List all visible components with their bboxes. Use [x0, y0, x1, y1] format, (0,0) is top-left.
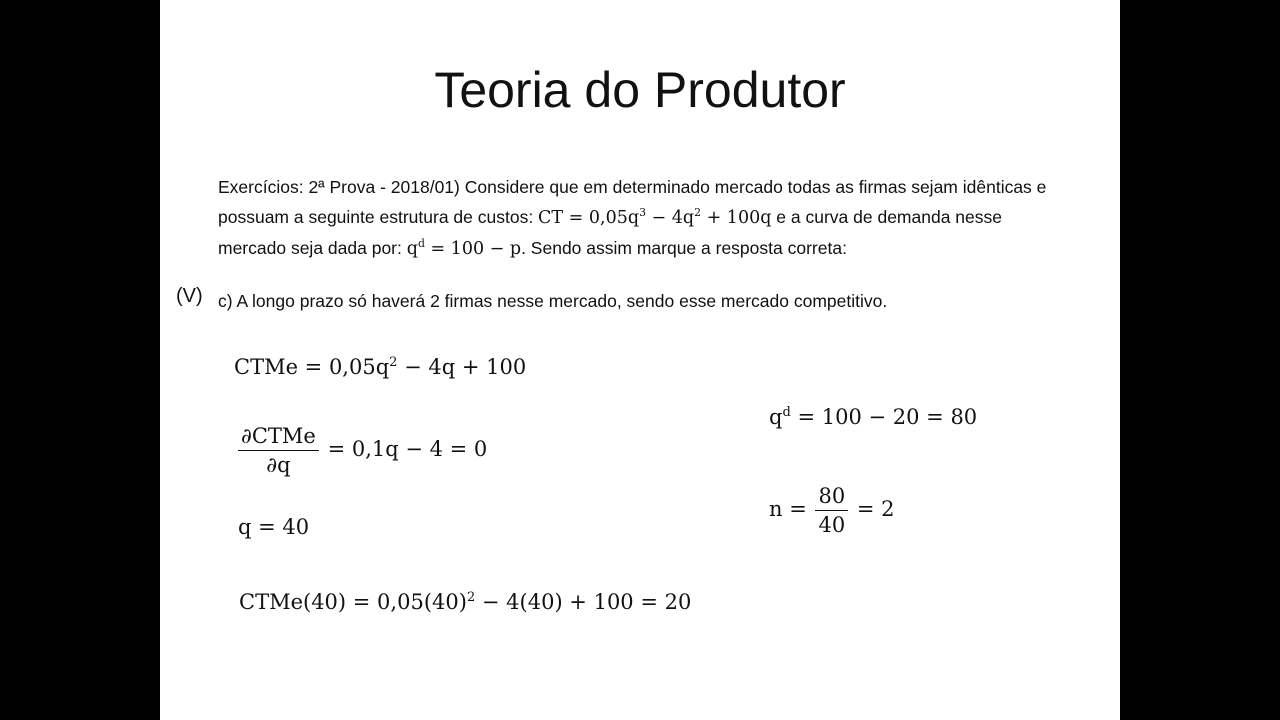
equation-q: q = 40	[238, 515, 310, 539]
cost-exponent-3: 3	[639, 206, 646, 219]
problem-intro: Exercícios: 2ª Prova - 2018/01) Considere que em determinado mercado todas as firmas sejam idênticas e possuam a seguinte estrutura de custos:	[218, 177, 1047, 227]
ctme40-rhs: − 4(40) + 100 = 20	[475, 590, 692, 614]
ctme40-exponent: 2	[466, 590, 476, 605]
demand-base: q	[406, 238, 418, 259]
option-c: c) A longo prazo só haverá 2 firmas nesse mercado, sendo esse mercado competitivo.	[218, 291, 888, 311]
n-denominator: 40	[818, 513, 846, 537]
equation-n	[769, 484, 895, 537]
derivative-denominator: ∂q	[266, 453, 291, 477]
equation-ctme	[234, 355, 526, 379]
qd-exponent: d	[782, 405, 791, 420]
true-marker: (V)	[176, 285, 203, 307]
qd-base: q	[769, 405, 783, 429]
ctme-exponent: 2	[389, 355, 398, 370]
slide-title: Teoria do Produtor	[434, 62, 846, 118]
demand-function	[406, 236, 522, 259]
equation-qd	[769, 405, 977, 429]
problem-statement	[218, 174, 1058, 262]
problem-mid: e a curva de demanda nesse mercado seja dada por:	[218, 206, 1002, 258]
ctme-lhs: CTMe = 0,05q	[234, 355, 390, 379]
cost-end: + 100q	[701, 207, 772, 228]
n-lhs: n =	[769, 497, 807, 521]
ctme-rhs: − 4q + 100	[397, 355, 527, 379]
problem-outro: . Sendo assim marque a resposta correta:	[521, 237, 847, 258]
cost-function	[538, 208, 771, 228]
n-rhs: = 2	[856, 497, 895, 521]
demand-exponent: d	[417, 236, 425, 250]
equation-ctme-40	[239, 590, 691, 614]
n-numerator: 80	[815, 484, 848, 511]
cost-lhs: CT = 0,05q	[538, 207, 640, 228]
cost-middle: − 4q	[645, 207, 695, 228]
demand-rhs: = 100 − p	[424, 238, 522, 259]
n-fraction	[815, 484, 848, 537]
slide	[160, 0, 1120, 720]
ctme40-lhs: CTMe(40) = 0,05(40)	[239, 590, 467, 614]
derivative-rhs: = 0,1q − 4 = 0	[327, 437, 488, 461]
cost-exponent-2: 2	[694, 206, 702, 219]
equation-derivative	[236, 424, 487, 477]
qd-rhs: = 100 − 20 = 80	[790, 405, 978, 429]
derivative-numerator: ∂CTMe	[238, 424, 319, 451]
derivative-fraction	[238, 424, 319, 477]
